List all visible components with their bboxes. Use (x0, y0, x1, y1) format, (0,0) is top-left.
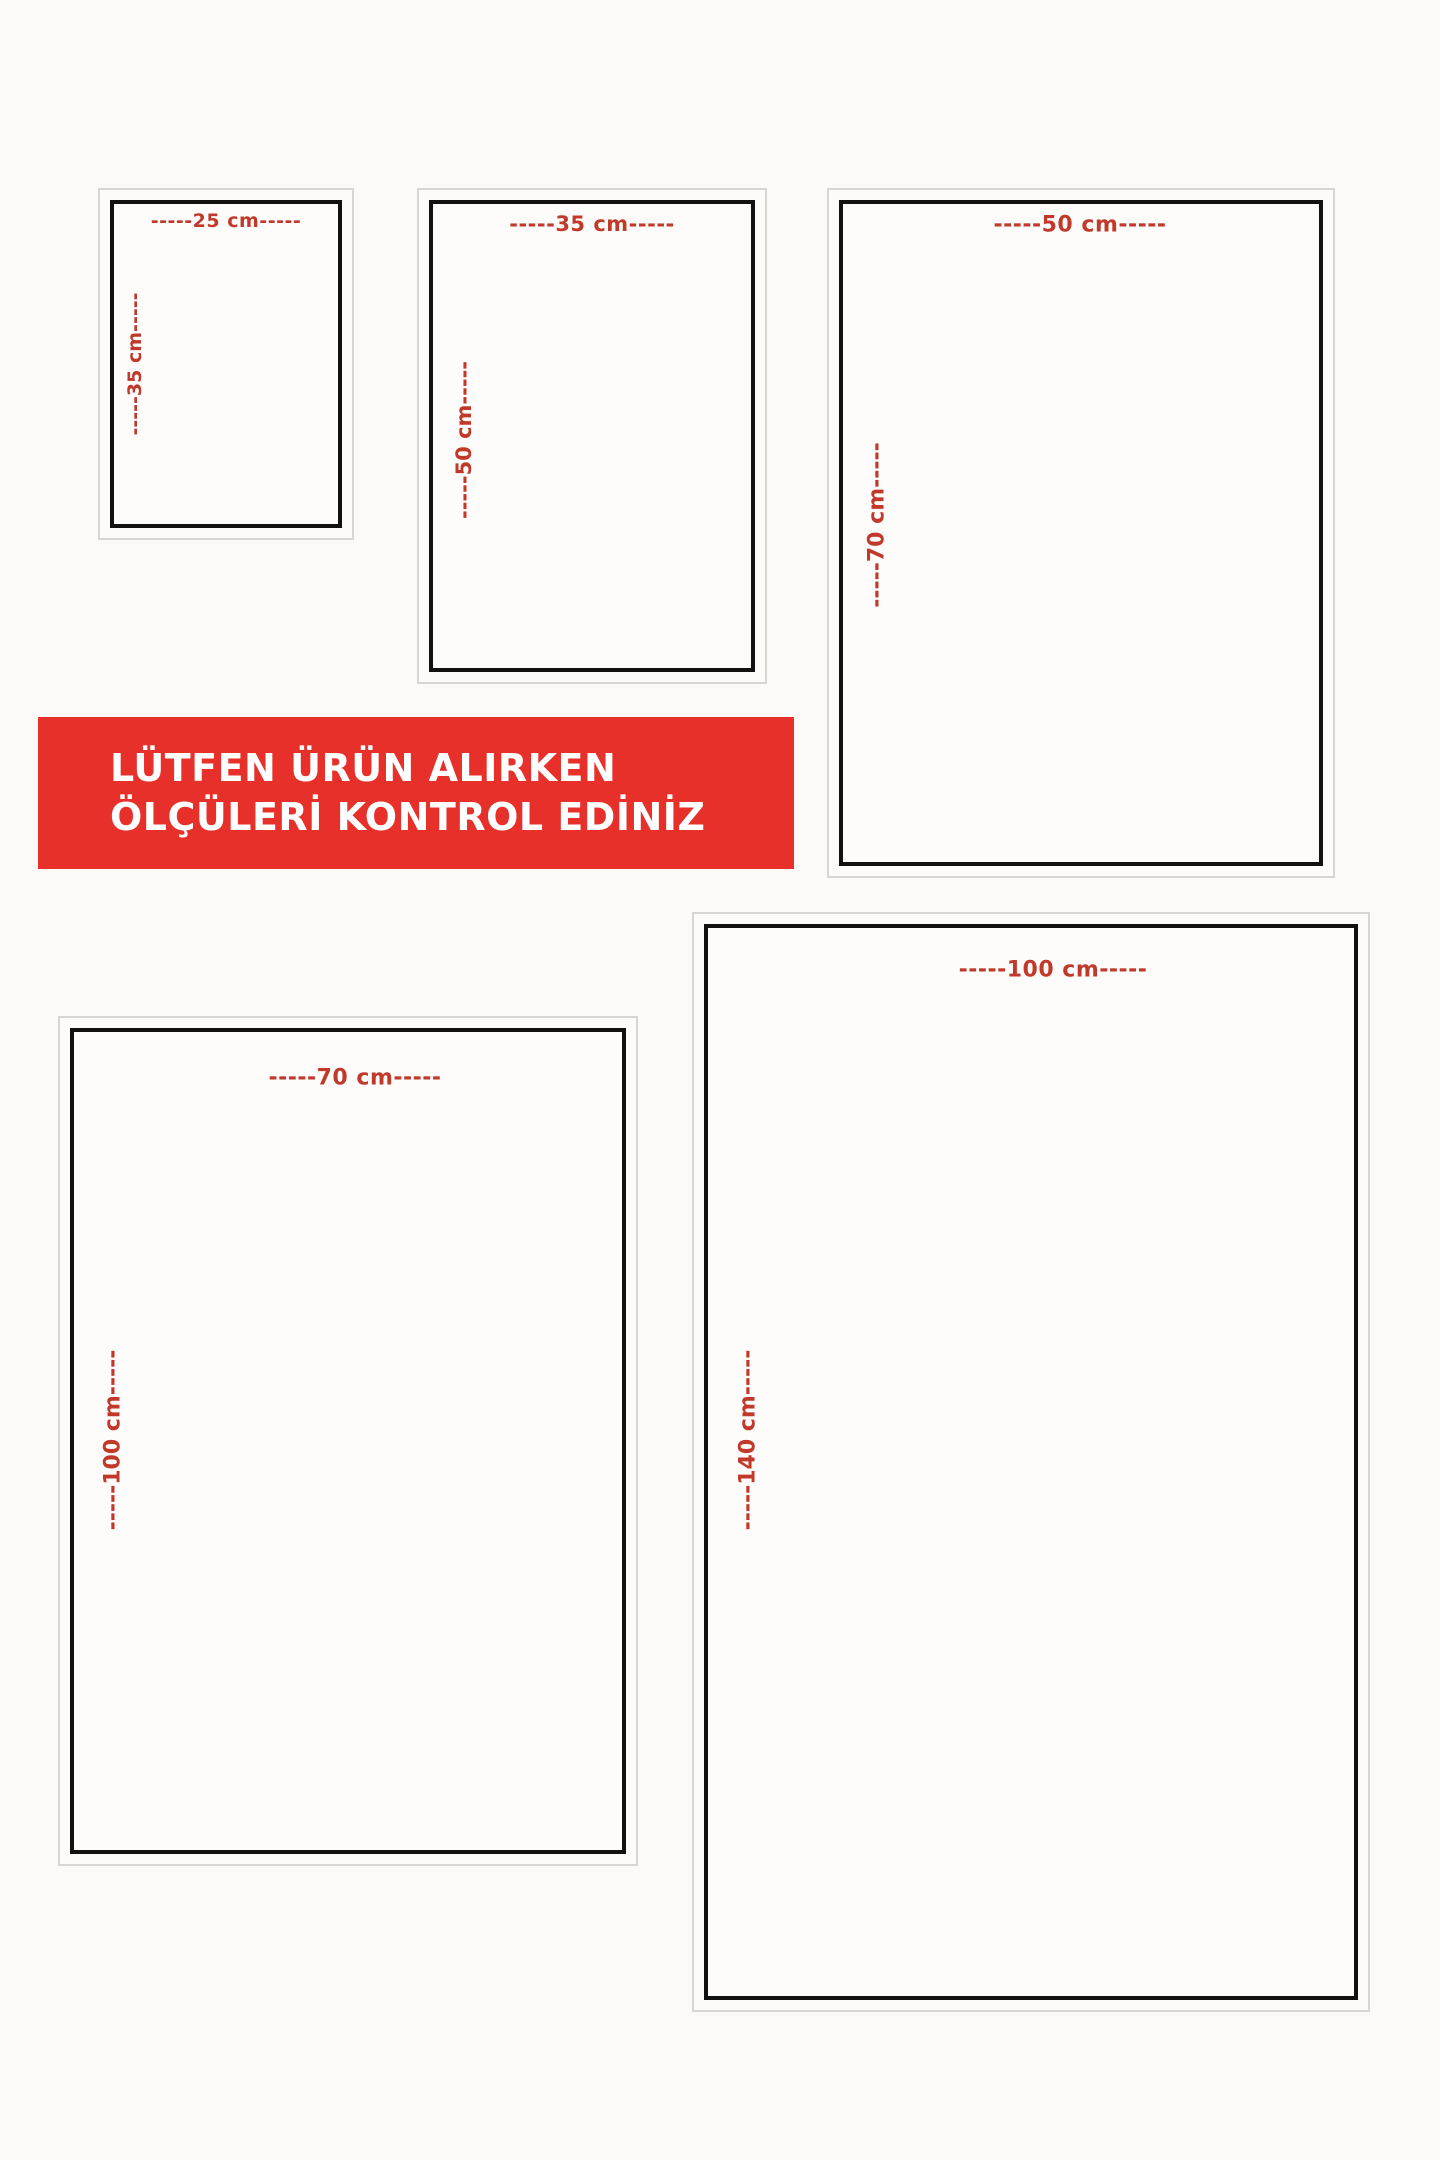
dimension-label-height-25x35 (64, 292, 207, 436)
size-box-100x140 (692, 912, 1370, 2012)
dimension-label-width-35x50: -----35 cm----- (509, 212, 675, 236)
dimension-label-height-70x100-text: -----100 cm----- (100, 1349, 126, 1531)
dimension-label-width-25x35: -----25 cm----- (150, 210, 302, 232)
size-box-inner-100x140 (704, 924, 1358, 2000)
dimension-label-height-35x50 (385, 360, 543, 520)
dimension-label-height-70x100 (23, 1349, 204, 1531)
dimension-label-height-100x140 (658, 1349, 839, 1531)
dimension-label-height-35x50-text: -----50 cm----- (452, 360, 476, 520)
dimension-label-height-50x70-text: -----70 cm----- (864, 442, 890, 608)
dimension-label-width-70x100: -----70 cm----- (268, 1065, 442, 1091)
dimension-label-height-100x140-text: -----140 cm----- (735, 1349, 761, 1531)
dimension-label-height-50x70 (794, 442, 960, 608)
warning-banner-line-1: LÜTFEN ÜRÜN ALIRKEN (110, 746, 617, 791)
warning-banner-line-2: ÖLÇÜLERİ KONTROL EDİNİZ (110, 795, 706, 839)
dimension-label-width-100x140: -----100 cm----- (958, 957, 1148, 983)
dimension-label-width-50x70: -----50 cm----- (993, 212, 1167, 238)
dimension-label-height-25x35-text: -----35 cm----- (124, 292, 146, 436)
warning-banner (38, 717, 794, 869)
